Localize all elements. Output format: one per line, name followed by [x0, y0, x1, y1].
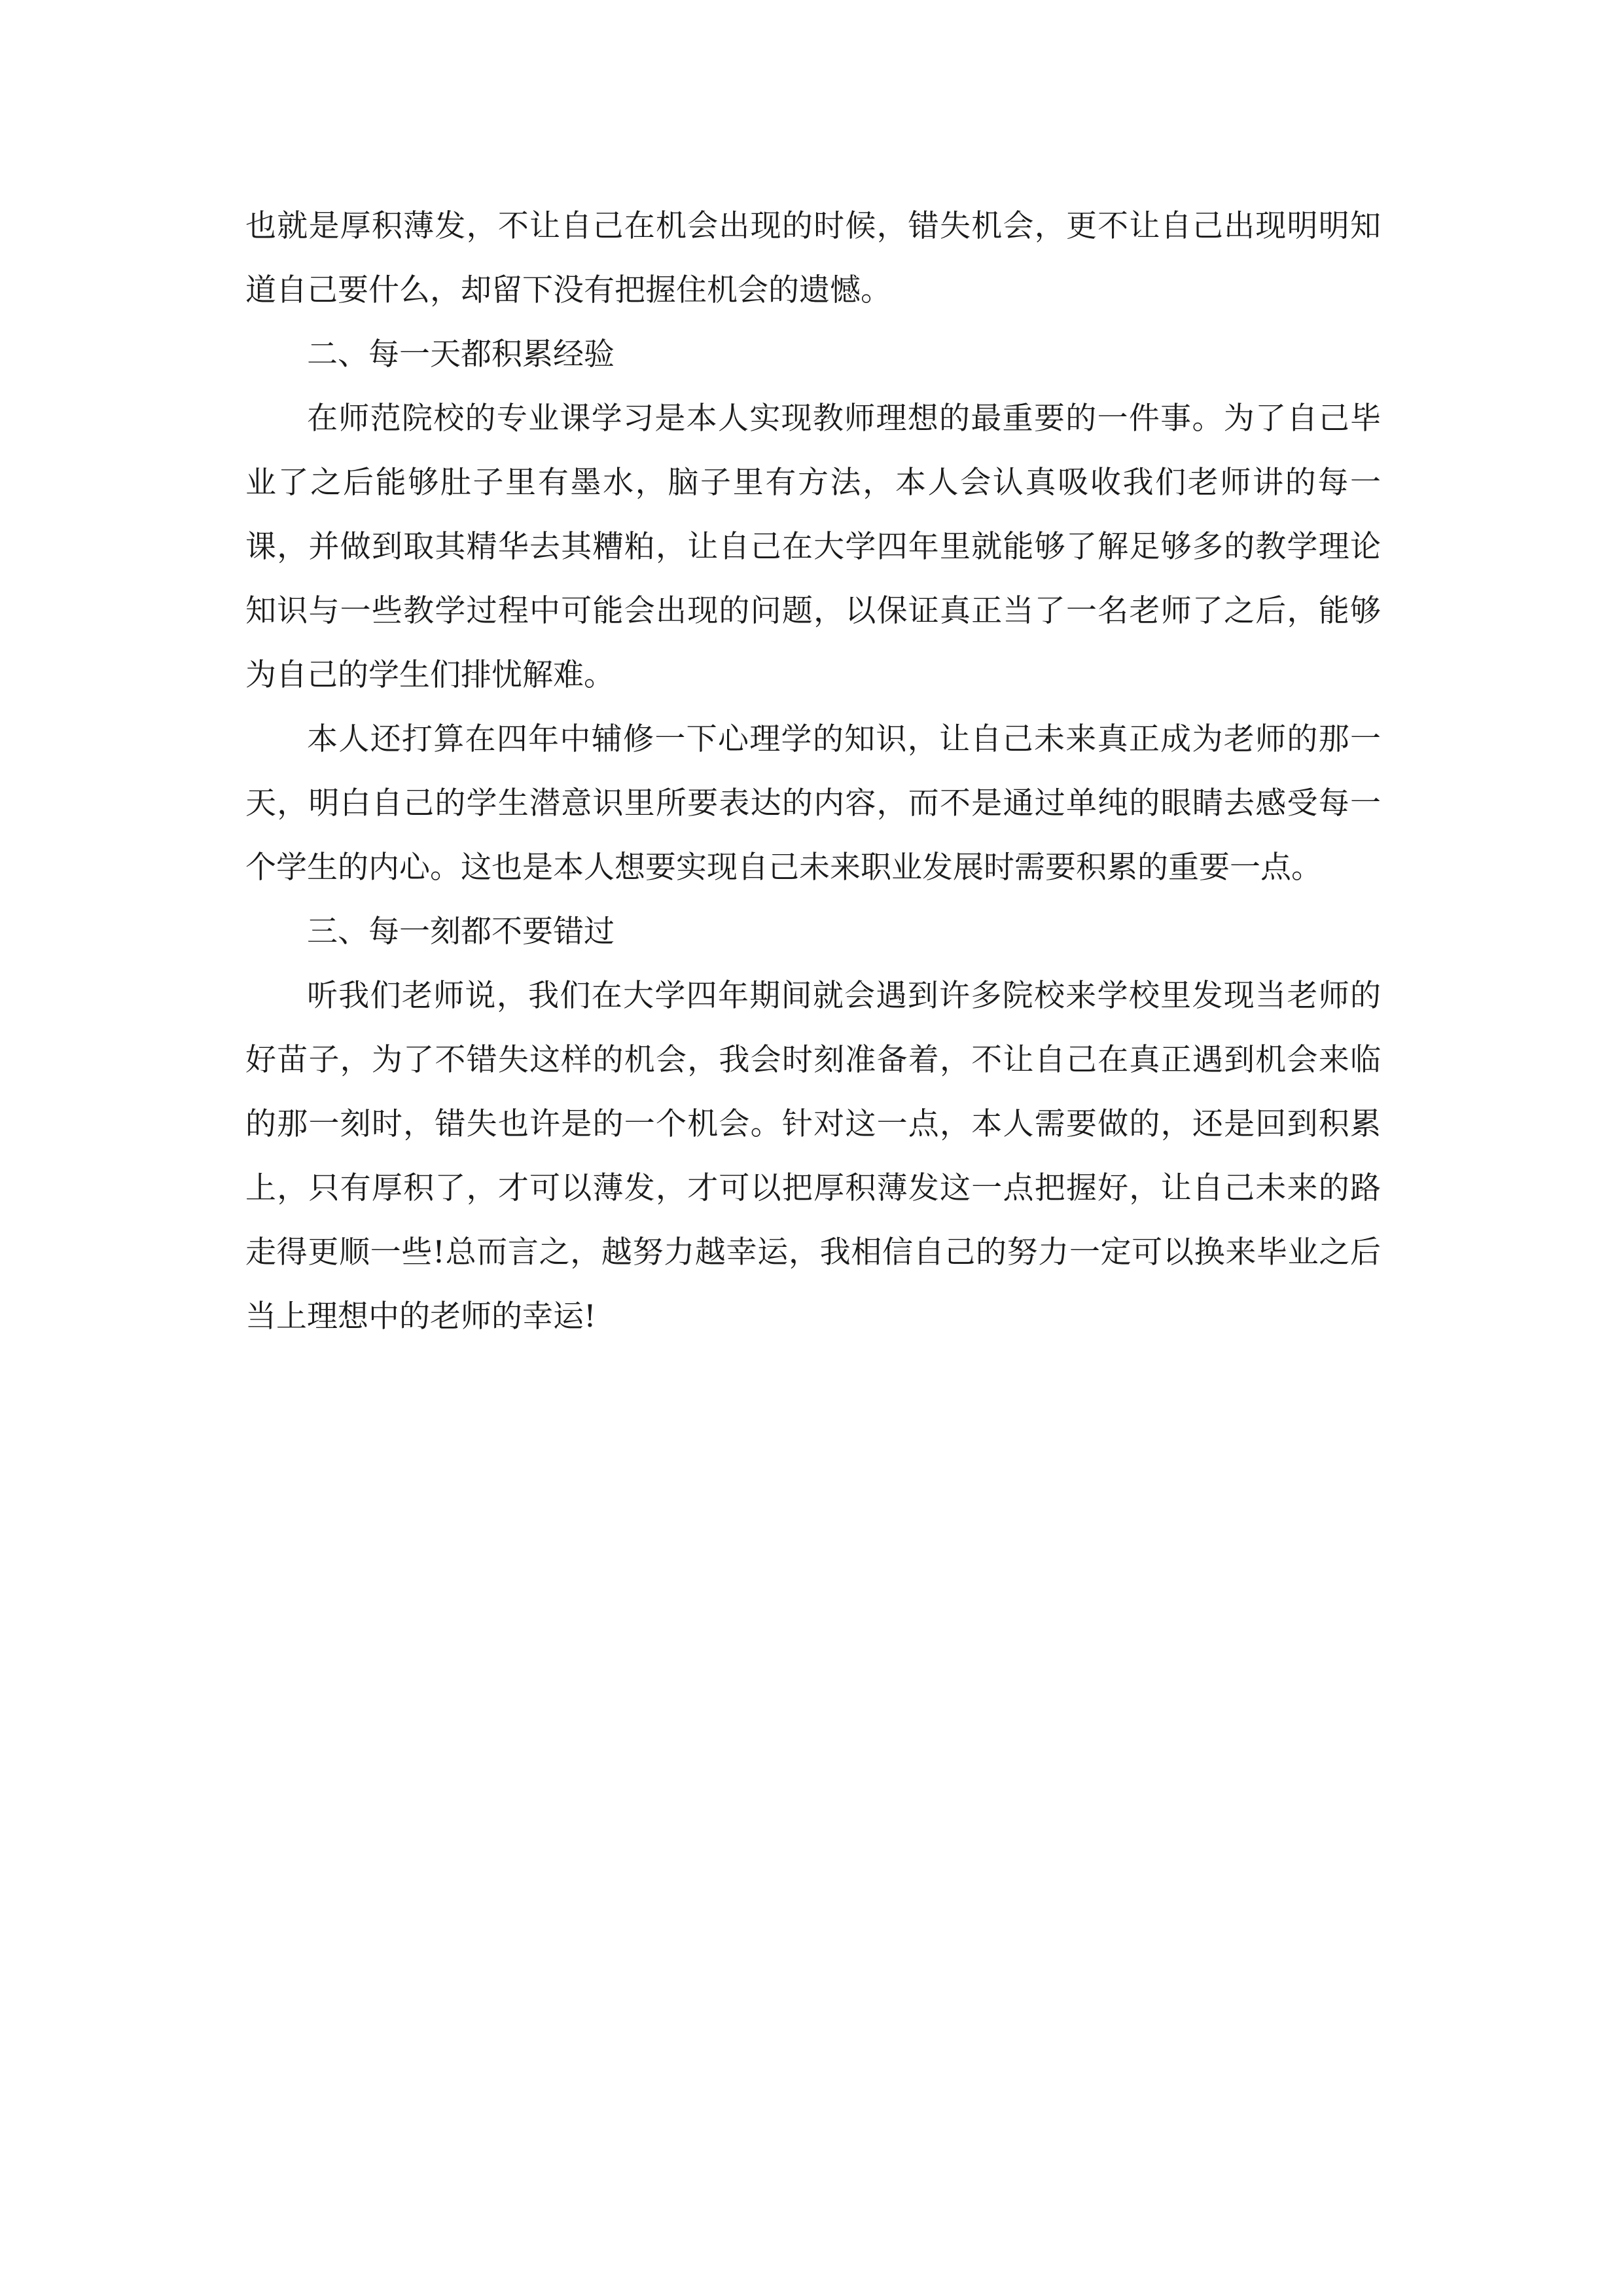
section-heading-3: 三、每一刻都不要错过 [307, 914, 615, 950]
paragraph-opportunity: 听我们老师说，我们在大学四年期间就会遇到许多院校来学校里发现当老师的好苗子，为了不错失这样的机会，我会时刻准备着，不让自己在真正遇到机会来临的那一刻时，错失也许是的一个机会。针对这一点，本人需要做的，还是回到积累上，只有厚积了，才可以薄发，才可以把厚积薄发这一点把握好，让自己未来的路走得更顺一些!总而言之，越努力越幸运，我相信自己的努力一定可以换来毕业之后当上理想中的老师的幸运! [245, 978, 1381, 1335]
document-body [245, 194, 1381, 1349]
paragraph-coursework: 在师范院校的专业课学习是本人实现教师理想的最重要的一件事。为了自己毕业了之后能够肚子里有墨水，脑子里有方法，本人会认真吸收我们老师讲的每一课，并做到取其精华去其糟粕，让自己在大学四年里就能够了解足够多的教学理论知识与一些教学过程中可能会出现的问题，以保证真正当了一名老师了之后，能够为自己的学生们排忧解难。 [245, 401, 1381, 693]
section-heading-2: 二、每一天都积累经验 [307, 336, 615, 372]
paragraph-psychology: 本人还打算在四年中辅修一下心理学的知识，让自己未来真正成为老师的那一天，明白自己的学生潜意识里所要表达的内容，而不是通过单纯的眼睛去感受每一个学生的内心。这也是本人想要实现自己未来职业发展时需要积累的重要一点。 [245, 721, 1381, 886]
paragraph-continuation: 也就是厚积薄发，不让自己在机会出现的时候，错失机会，更不让自己出现明明知道自己要什么，却留下没有把握住机会的遗憾。 [245, 208, 1381, 308]
